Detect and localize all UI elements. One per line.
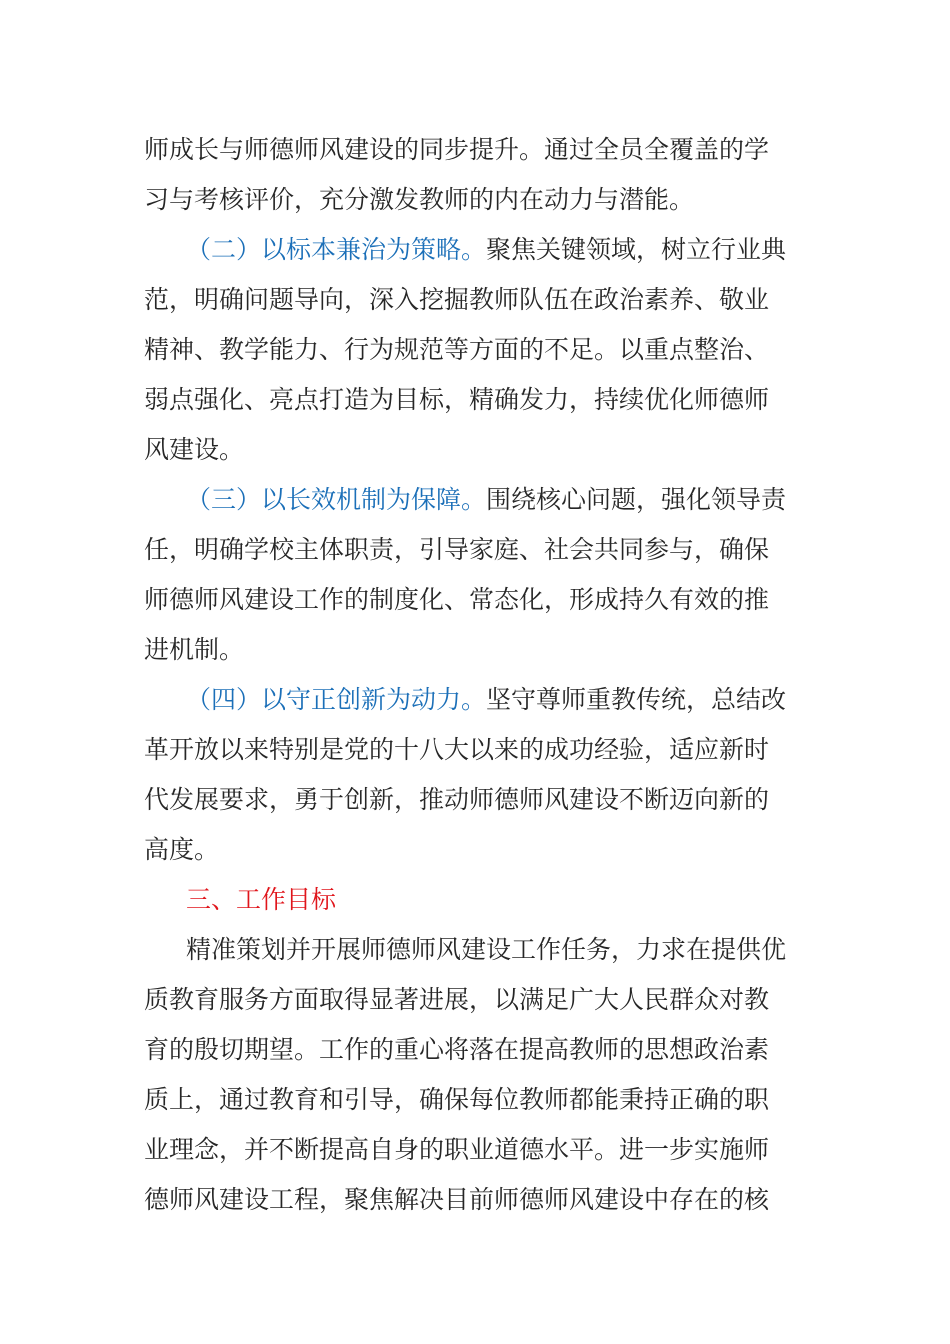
subheading-3: （三）以长效机制为保障。 (186, 485, 487, 514)
paragraph-line: 进机制。 (144, 635, 245, 664)
paragraph-line: 育的殷切期望。工作的重心将落在提高教师的思想政治素 (144, 1035, 770, 1064)
subheading-4: （四）以守正创新为动力。 (186, 685, 487, 714)
section-heading: 三、工作目标 (186, 885, 337, 914)
paragraph-line: 精准策划并开展师德师风建设工作任务，力求在提供优 (186, 935, 787, 964)
paragraph-line: （四）以守正创新为动力。坚守尊师重教传统，总结改 (186, 685, 787, 714)
paragraph-line: 德师风建设工程，聚焦解决目前师德师风建设中存在的核 (144, 1185, 770, 1214)
paragraph-line: 质教育服务方面取得显著进展，以满足广大人民群众对教 (144, 985, 770, 1014)
paragraph-line: 范，明确问题导向，深入挖掘教师队伍在政治素养、敬业 (144, 285, 770, 314)
paragraph-line: （三）以长效机制为保障。围绕核心问题，强化领导责 (186, 485, 787, 514)
paragraph-line: （二）以标本兼治为策略。聚焦关键领域，树立行业典 (186, 235, 787, 264)
paragraph-line: 师德师风建设工作的制度化、常态化，形成持久有效的推 (144, 585, 770, 614)
paragraph-line: 任，明确学校主体职责，引导家庭、社会共同参与，确保 (144, 535, 770, 564)
subheading-2: （二）以标本兼治为策略。 (186, 235, 487, 264)
paragraph-line: 弱点强化、亮点打造为目标，精确发力，持续优化师德师 (144, 385, 770, 414)
paragraph-line: 质上，通过教育和引导，确保每位教师都能秉持正确的职 (144, 1085, 770, 1114)
paragraph-line: 代发展要求，勇于创新，推动师德师风建设不断迈向新的 (144, 785, 770, 814)
paragraph-line: 高度。 (144, 835, 220, 864)
paragraph-line: 革开放以来特别是党的十八大以来的成功经验，适应新时 (144, 735, 770, 764)
paragraph-line: 习与考核评价，充分激发教师的内在动力与潜能。 (144, 185, 695, 214)
paragraph-line: 业理念，并不断提高自身的职业道德水平。进一步实施师 (144, 1135, 770, 1164)
paragraph-line: 精神、教学能力、行为规范等方面的不足。以重点整治、 (144, 335, 770, 364)
paragraph-line: 风建设。 (144, 435, 245, 464)
paragraph-line: 师成长与师德师风建设的同步提升。通过全员全覆盖的学 (144, 135, 770, 164)
